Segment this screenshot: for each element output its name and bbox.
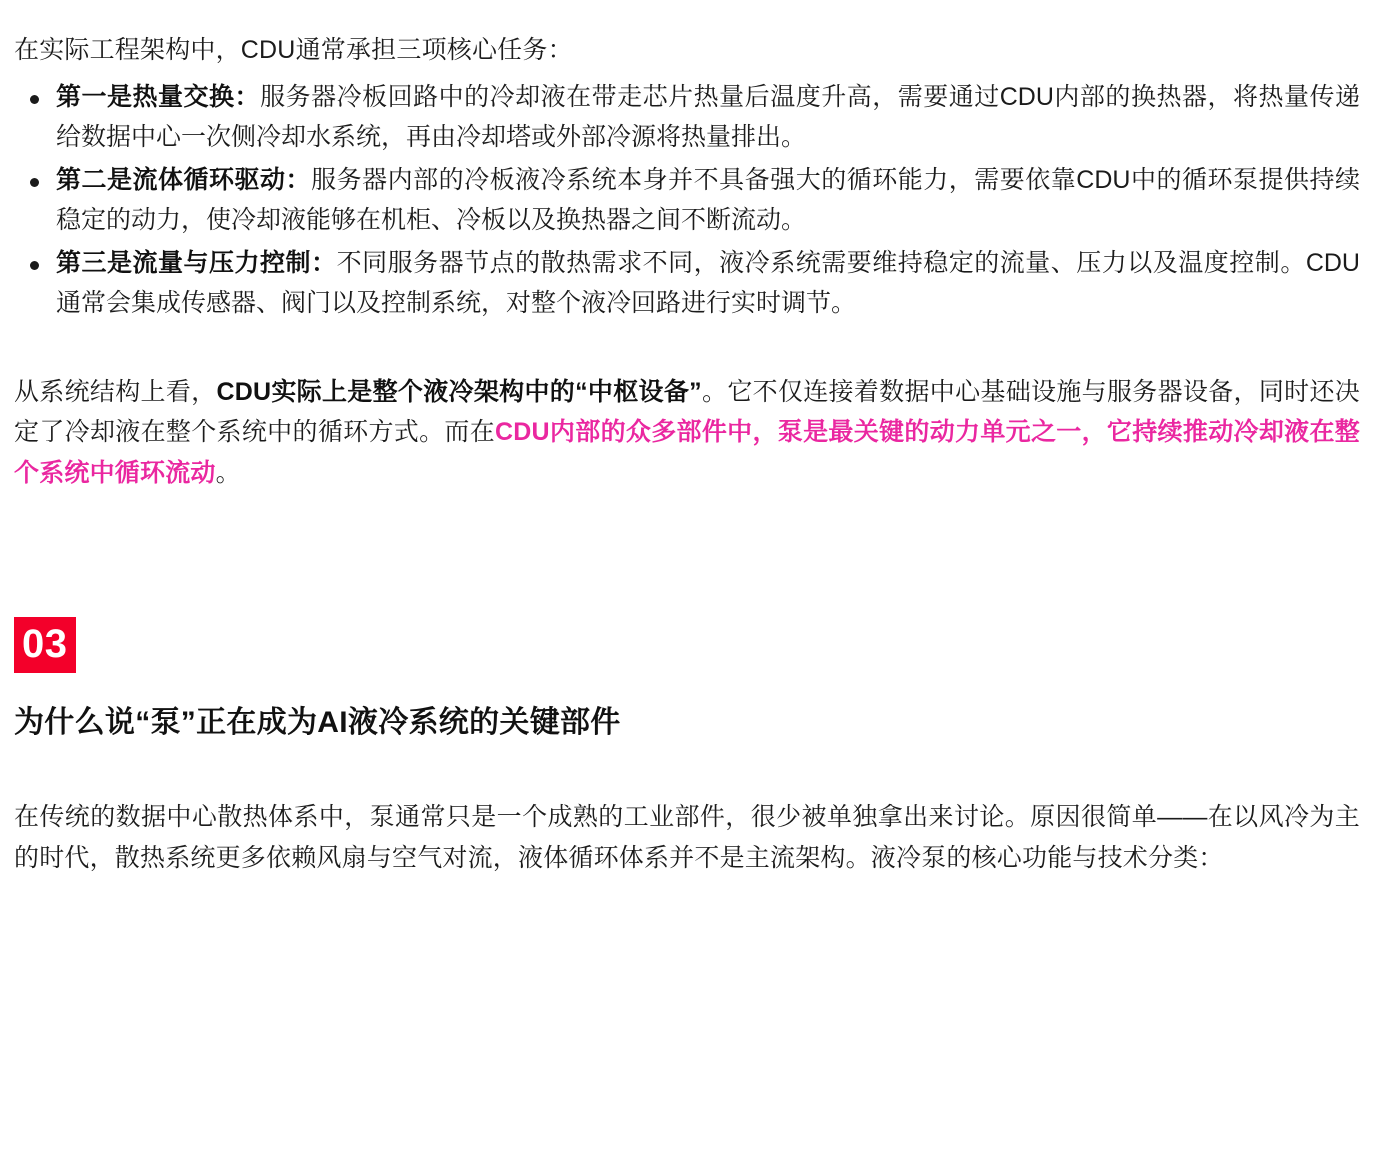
spacer (14, 326, 1360, 372)
summary-part-2: 。它不仅连接着数据中心基础设施与服务器设备，同时还决定了冷却液在整个系统中的循环方式。而在 (14, 377, 1360, 446)
task-label: 第二是流体循环驱动： (56, 165, 312, 194)
summary-highlight: CDU内部的众多部件中，泵是最关键的动力单元之一，它持续推动冷却液在整个系统中循环流动 (14, 418, 1360, 487)
task-list (14, 77, 1360, 324)
closing-paragraph: 在传统的数据中心散热体系中，泵通常只是一个成熟的工业部件，很少被单独拿出来讨论。原因很简单——在以风冷为主的时代，散热系统更多依赖风扇与空气对流，液体循环体系并不是主流架构。液冷泵的核心功能与技术分类： (14, 803, 1360, 872)
task-text: 服务器内部的冷板液冷系统本身并不具备强大的循环能力，需要依靠CDU中的循环泵提供持续稳定的动力，使冷却液能够在机柜、冷板以及换热器之间不断流动。 (56, 165, 1360, 234)
task-text: 服务器冷板回路中的冷却液在带走芯片热量后温度升高，需要通过CDU内部的换热器，将热量传递给数据中心一次侧冷却水系统，再由冷却塔或外部冷源将热量排出。 (56, 82, 1360, 151)
intro-paragraph: 在实际工程架构中，CDU通常承担三项核心任务： (14, 36, 573, 64)
section-number-badge: 03 (14, 617, 76, 673)
summary-part-3: 。 (215, 458, 241, 487)
summary-paragraph (14, 372, 1360, 494)
spacer-large (14, 499, 1360, 617)
summary-part-1: 从系统结构上看， (14, 377, 217, 406)
summary-bold: CDU实际上是整个液冷架构中的“中枢设备” (216, 377, 702, 406)
list-item (14, 77, 1360, 158)
task-text: 不同服务器节点的散热需求不同，液冷系统需要维持稳定的流量、压力以及温度控制。CDU通常会集成传感器、阀门以及控制系统，对整个液冷回路进行实时调节。 (56, 248, 1360, 317)
section-badge-row (14, 617, 1360, 673)
task-label: 第一是热量交换： (56, 82, 261, 111)
section-heading: 为什么说“泵”正在成为AI液冷系统的关键部件 (14, 706, 621, 739)
list-item (14, 243, 1360, 324)
list-item (14, 160, 1360, 241)
spacer-medium (14, 741, 1360, 797)
task-label: 第三是流量与压力控制： (56, 248, 337, 277)
